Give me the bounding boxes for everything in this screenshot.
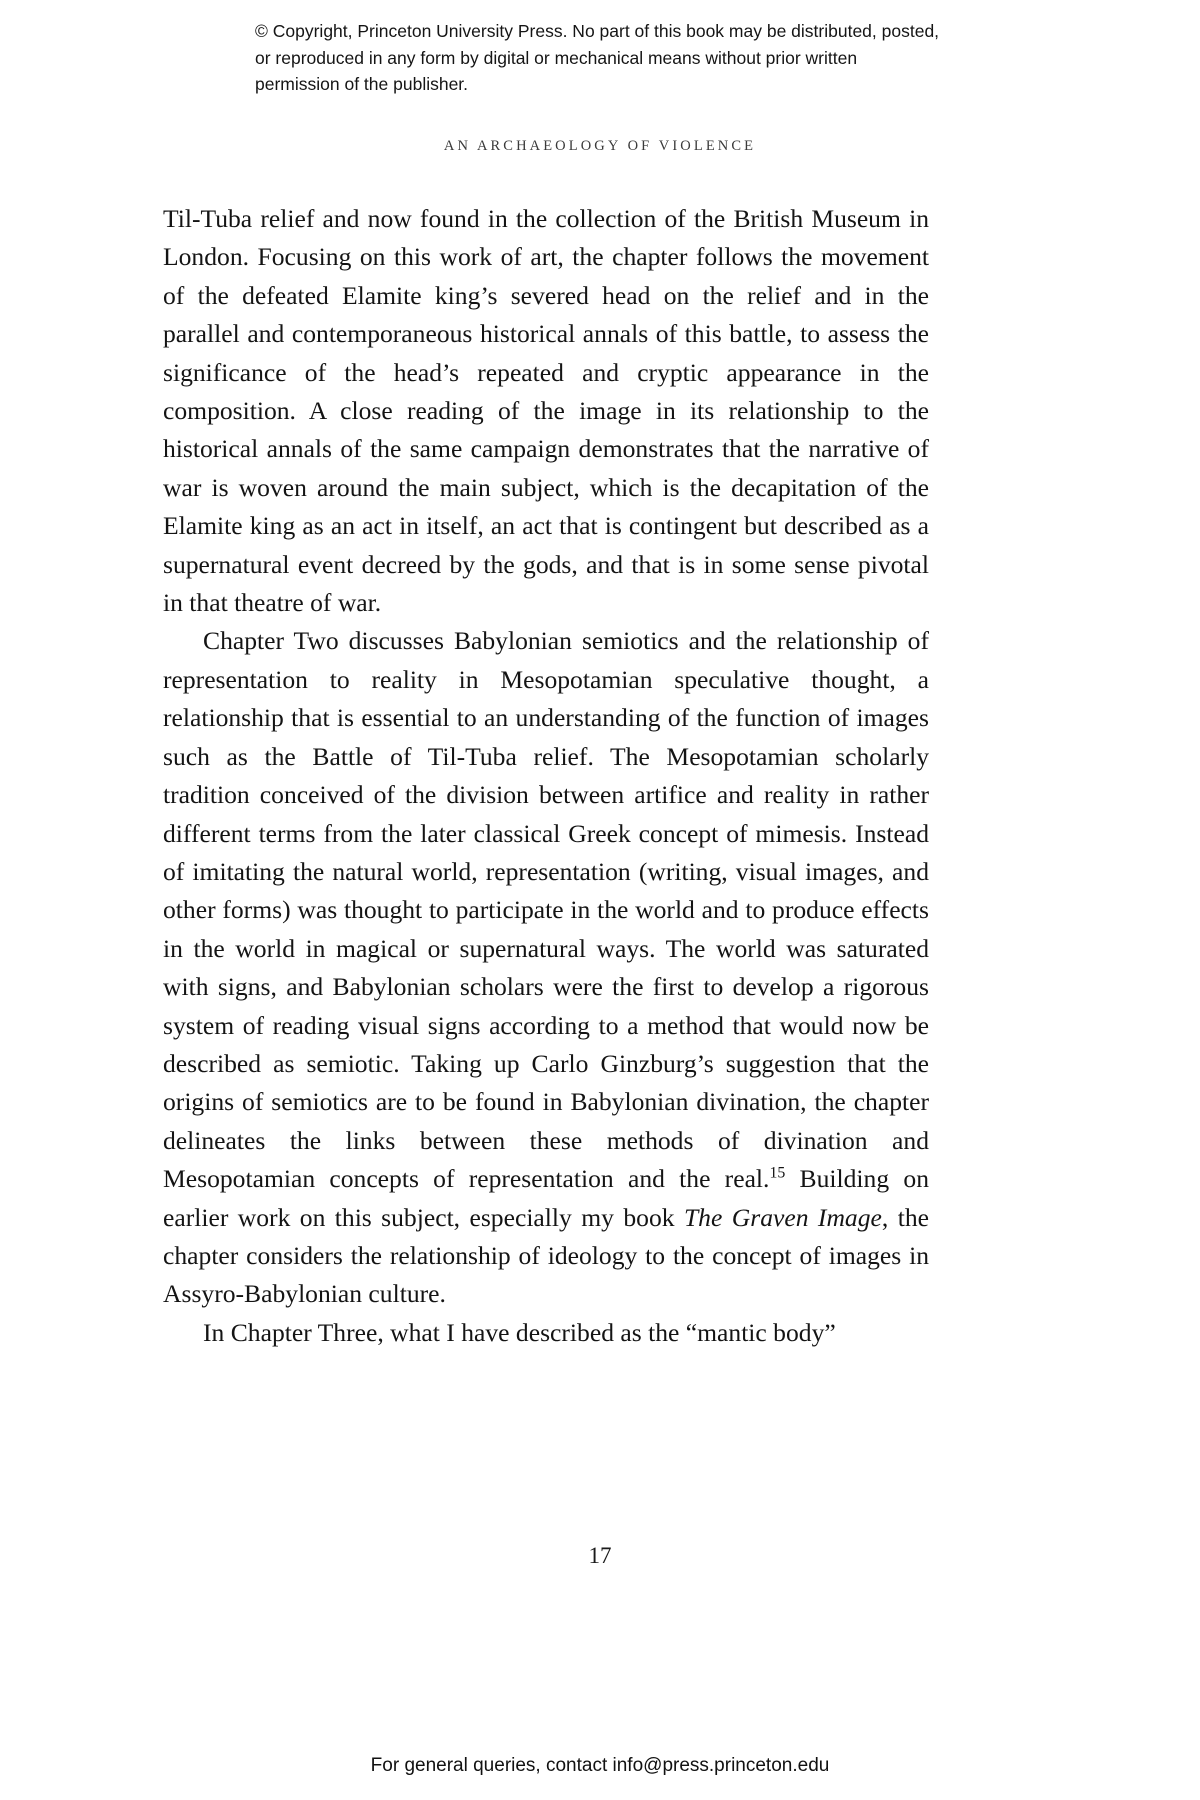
page-number: 17 bbox=[588, 1543, 612, 1568]
paragraph-2-part-1: Chapter Two discusses Babylonian semiotics and the relationship of representation to reality in Mesopotamian speculative thought, a relationship that is essential to an understanding of the function of images such as the Battle of Til-Tuba relief. The Mesopotamian scholarly tradition conceived of the division between artifice and reality in rather different terms from the later classical Greek concept of mimesis. Instead of imitating the natural world, representation (writing, visual images, and other forms) was thought to participate in the world and to produce effects in the world in magical or supernatural ways. The world was saturated with signs, and Babylonian scholars were the first to develop a rigorous system of reading visual signs according to a method that would now be described as semiotic. Taking up Carlo Ginzburg’s suggestion that the origins of semiotics are to be found in Babylonian divination, the chapter delineates the links between these methods of divination and Mesopotamian concepts of representation and the real. bbox=[163, 626, 929, 1194]
running-head: AN ARCHAEOLOGY OF VIOLENCE bbox=[443, 138, 757, 154]
paragraph-2-part-2: Building on earlier work on this subject, especially my book bbox=[163, 1164, 929, 1232]
footnote-marker-15: 15 bbox=[769, 1164, 786, 1182]
copyright-notice: © Copyright, Princeton University Press. No part of this book may be distributed, posted, or reproduced in any form by digital or mechanical means without prior written permission of the publisher. bbox=[255, 21, 940, 95]
paragraph-3: In Chapter Three, what I have described as the “mantic body” bbox=[203, 1317, 836, 1347]
paragraph-2 bbox=[163, 622, 929, 1313]
paragraph-1: Til-Tuba relief and now found in the collection of the British Museum in London. Focusing on this work of art, the chapter follows the movement of the defeated Elamite king’s severed head on the relief and in the parallel and contemporaneous historical annals of this battle, to assess the significance of the head’s repeated and cryptic appearance in the composition. A close reading of the image in its relationship to the historical annals of the same campaign demonstrates that the narrative of war is woven around the main subject, which is the decapitation of the Elamite king as an act in itself, an act that is contingent but described as a supernatural event decreed by the gods, and that is in some sense pivotal in that theatre of war. bbox=[163, 204, 929, 618]
body-text bbox=[163, 200, 929, 1352]
book-title-graven-image: The Graven Image bbox=[683, 1202, 882, 1232]
footer-queries-note: For general queries, contact info@press.princeton.edu bbox=[370, 1755, 830, 1776]
paragraph-2-part-3: , the chapter considers the relationship of ideology to the concept of images in Assyro-Babylonian culture. bbox=[163, 1202, 929, 1309]
